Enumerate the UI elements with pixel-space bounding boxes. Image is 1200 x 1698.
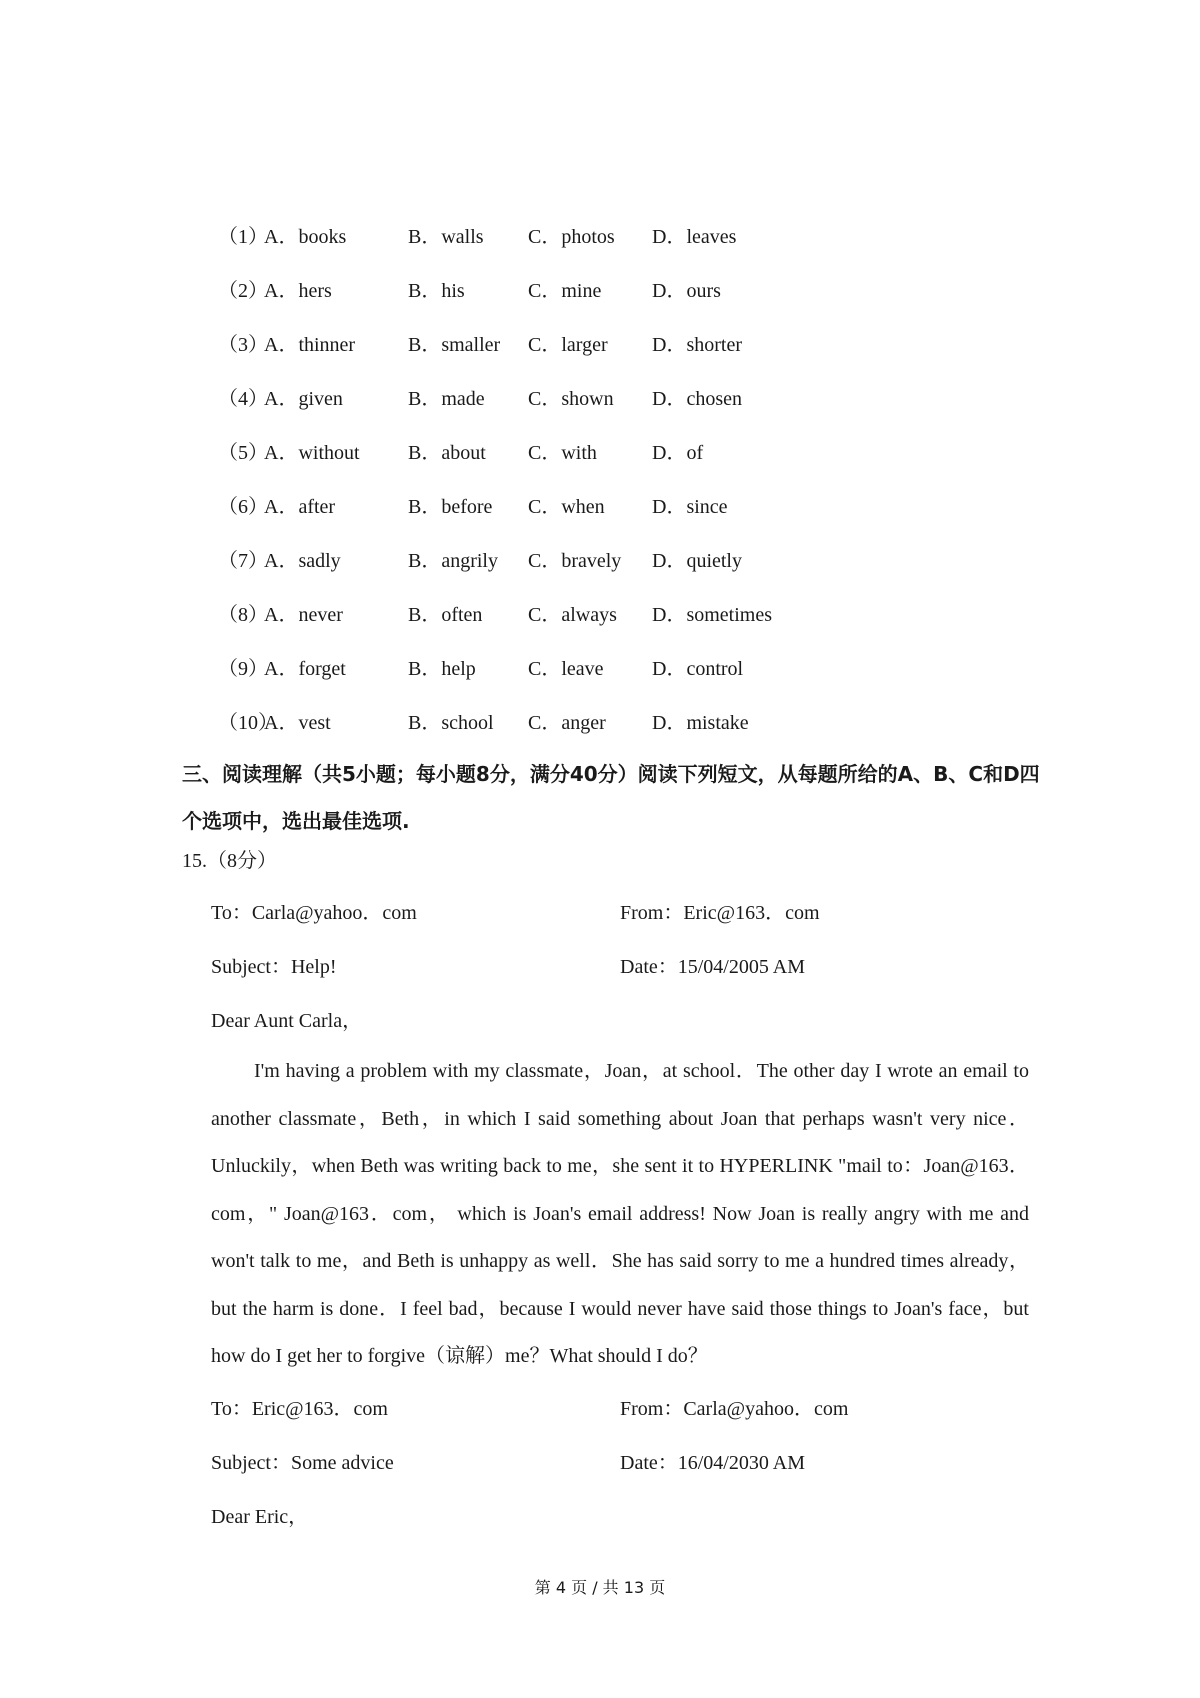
option-d: D．mistake [652,712,749,734]
option-a: A．hers [264,280,332,302]
option-c: C．mine [528,280,602,302]
option-b: B．about [408,442,486,464]
option-a: A．after [264,496,336,518]
option-b: B．made [408,388,485,410]
option-b: B．angrily [408,550,498,572]
option-b: B．help [408,658,476,680]
option-c: C．always [528,604,617,626]
option-number: （6） [218,496,268,518]
option-number: （9） [218,658,268,680]
option-d: D．chosen [652,388,742,410]
option-a: A．forget [264,658,346,680]
option-c: C．anger [528,712,606,734]
option-c: C．when [528,496,605,518]
option-b: B．school [408,712,494,734]
email1-salutation: Dear Aunt Carla， [211,1010,363,1032]
email2-salutation: Dear Eric， [211,1506,309,1528]
option-number: （5） [218,442,268,464]
option-number: （1） [218,226,268,248]
option-a: A．books [264,226,347,248]
option-d: D．ours [652,280,721,302]
section-heading: 三、阅读理解（共5小题；每小题8分，满分40分）阅读下列短文，从每题所给的A、B、C和D四个选项中，选出最佳选项. [182,762,1040,833]
option-c: C．with [528,442,597,464]
email1-subject: Subject：Help! [211,956,337,978]
option-c: C．photos [528,226,615,248]
option-number: （8） [218,604,268,626]
question-number: 15.（8分） [182,850,277,872]
option-number: （2） [218,280,268,302]
option-d: D．leaves [652,226,737,248]
option-number: （10） [218,712,278,734]
option-b: B．before [408,496,493,518]
page-footer: 第 4 页 / 共 13 页 [534,1578,666,1597]
option-c: C．shown [528,388,614,410]
option-d: D．quietly [652,550,742,572]
option-b: B．often [408,604,483,626]
option-d: D．since [652,496,728,518]
option-b: B．smaller [408,334,501,356]
option-a: A．vest [264,712,331,734]
email1-body: I'm having a problem with my classmate，Joan，at school．The other day I wrote an email to another classmate，Beth，in which I said something about Joan that perhaps wasn't very nice．Unluckily，when Beth was writing back to me，she sent it to HYPERLINK "mail to：Joan@163．com，" Joan@163．com， which is Joan's email address! Now Joan is really angry with me and won't talk to me，and Beth is unhappy as well．She has said sorry to me a hundred times already，but the harm is done．I feel bad，because I would never have said those things to Joan's face，but how do I get her to forgive（谅解）me？What should I do？ [211,1060,1029,1367]
email2-subject: Subject：Some advice [211,1452,394,1474]
option-d: D．of [652,442,704,464]
option-a: A．without [264,442,360,464]
option-d: D．sometimes [652,604,772,626]
option-b: B．walls [408,226,484,248]
option-a: A．thinner [264,334,356,356]
email1-date: Date：15/04/2005 AM [620,956,805,978]
option-c: C．larger [528,334,608,356]
option-a: A．never [264,604,343,626]
option-c: C．leave [528,658,604,680]
option-number: （7） [218,550,268,572]
option-number: （3） [218,334,268,356]
email1-from: From：Eric@163．com [620,902,820,924]
option-number: （4） [218,388,268,410]
option-c: C．bravely [528,550,622,572]
email1-to: To：Carla@yahoo．com [211,902,417,924]
option-a: A．sadly [264,550,341,572]
option-d: D．control [652,658,744,680]
option-a: A．given [264,388,343,410]
email2-from: From：Carla@yahoo．com [620,1398,849,1420]
email2-date: Date：16/04/2030 AM [620,1452,805,1474]
option-d: D．shorter [652,334,742,356]
email2-to: To：Eric@163．com [211,1398,388,1420]
option-b: B．his [408,280,465,302]
